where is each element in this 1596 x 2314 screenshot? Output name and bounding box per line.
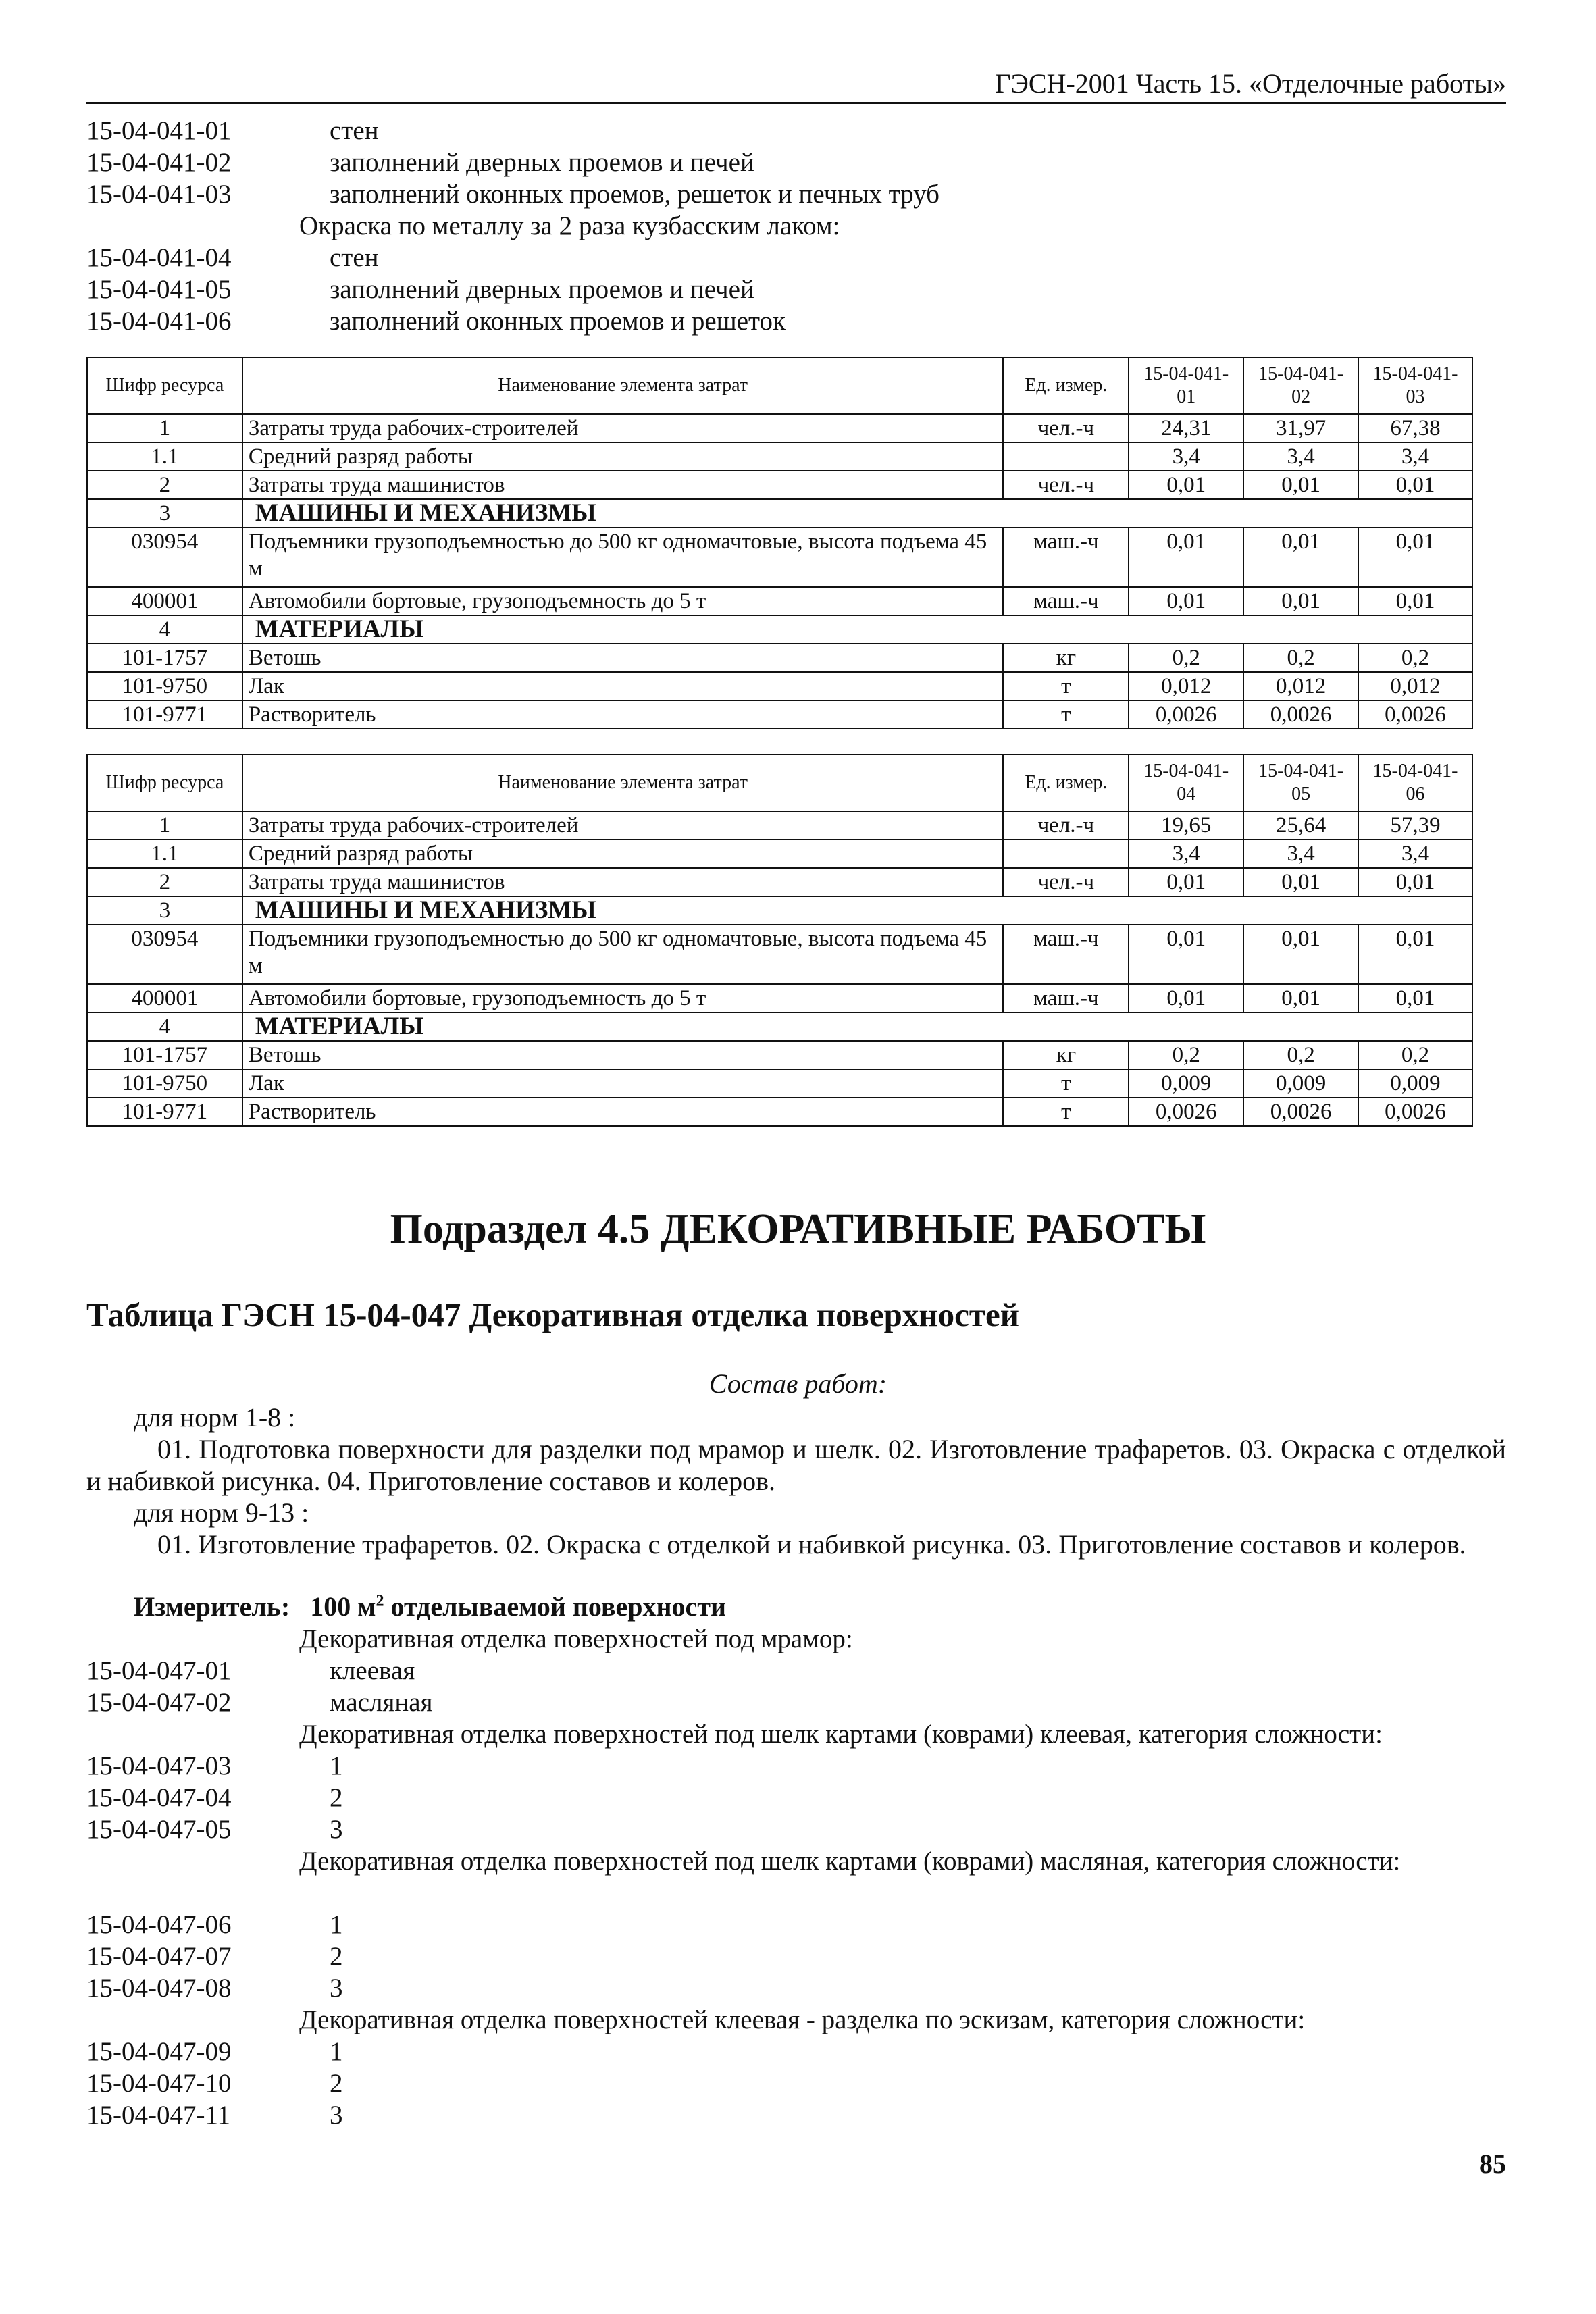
- code-heading-row: [86, 2004, 1506, 2036]
- table-row: [87, 925, 1472, 984]
- code-heading-row: [86, 1718, 1506, 1750]
- cost-element-name: Растворитель: [242, 1098, 1004, 1126]
- value-col-1: 0,01: [1129, 925, 1243, 984]
- header-code: Шифр ресурса: [87, 754, 242, 811]
- value-col-1: 0,0026: [1129, 700, 1243, 729]
- table-row: [87, 984, 1472, 1012]
- value-col-3: 0,009: [1358, 1069, 1472, 1098]
- norm-description: заполнений дверных проемов и печей: [330, 148, 754, 177]
- table-row: [87, 414, 1472, 442]
- table-row: [87, 1069, 1472, 1098]
- norm-code: 15-04-047-03: [86, 1751, 232, 1780]
- norm-description: заполнений дверных проемов и печей: [330, 275, 754, 304]
- norm-code: 15-04-047-11: [86, 2101, 231, 2130]
- norm-description: стен: [330, 243, 379, 272]
- resource-code: 2: [87, 471, 242, 499]
- table-row: [87, 442, 1472, 471]
- table-row: [87, 587, 1472, 615]
- value-col-1: 0,01: [1129, 868, 1243, 896]
- cost-element-name: Затраты труда машинистов: [242, 471, 1004, 499]
- value-col-1: 3,4: [1129, 840, 1243, 868]
- cost-element-name: Средний разряд работы: [242, 442, 1004, 471]
- resource-code: 400001: [87, 984, 242, 1012]
- norm-description: 1: [330, 2037, 343, 2066]
- value-col-2: 0,009: [1243, 1069, 1358, 1098]
- value-col-1: 3,4: [1129, 442, 1243, 471]
- value-col-3: 3,4: [1358, 442, 1472, 471]
- value-col-2: 3,4: [1243, 840, 1358, 868]
- resource-code: 4: [87, 615, 242, 644]
- value-col-2: 0,01: [1243, 925, 1358, 984]
- norm-description: 1: [330, 1751, 343, 1780]
- unit: кг: [1003, 644, 1129, 672]
- norm-description: 3: [330, 2101, 343, 2130]
- norms-range-2: для норм 9-13 :: [134, 1497, 309, 1528]
- code-heading-row: [86, 1623, 1506, 1655]
- value-col-3: 0,01: [1358, 471, 1472, 499]
- unit: маш.-ч: [1003, 984, 1129, 1012]
- header-unit: Ед. измер.: [1003, 357, 1129, 414]
- unit: т: [1003, 1098, 1129, 1126]
- header-code: Шифр ресурса: [87, 357, 242, 414]
- cost-element-name: Подъемники грузоподъемностью до 500 кг одномачтовые, высота подъема 45 м: [242, 925, 1004, 984]
- table-row: [87, 896, 1472, 925]
- table-title: Таблица ГЭСН 15-04-047 Декоративная отделка поверхностей: [86, 1296, 1019, 1333]
- table-row: [87, 499, 1472, 528]
- value-col-2: 0,01: [1243, 984, 1358, 1012]
- norm-description: заполнений оконных проемов и решеток: [330, 307, 786, 336]
- unit: т: [1003, 700, 1129, 729]
- cost-element-name: Средний разряд работы: [242, 840, 1004, 868]
- code-heading-row: [86, 210, 1506, 242]
- resource-code: 030954: [87, 925, 242, 984]
- unit: маш.-ч: [1003, 587, 1129, 615]
- value-col-1: 0,2: [1129, 644, 1243, 672]
- value-col-3: 0,012: [1358, 672, 1472, 700]
- unit: т: [1003, 1069, 1129, 1098]
- value-col-1: 0,0026: [1129, 1098, 1243, 1126]
- code-heading-row: [86, 1845, 1506, 1909]
- value-col-1: 0,009: [1129, 1069, 1243, 1098]
- code-row: [86, 2036, 1506, 2067]
- table-row: [87, 1041, 1472, 1069]
- header-unit: Ед. измер.: [1003, 754, 1129, 811]
- value-col-3: 57,39: [1358, 811, 1472, 840]
- code-row: [86, 274, 1506, 305]
- code-heading: Декоративная отделка поверхностей под шелк картами (коврами) клеевая, категория сложности:: [299, 1720, 1383, 1749]
- bottom-code-list: [86, 1623, 1506, 2131]
- value-col-3: 0,2: [1358, 1041, 1472, 1069]
- page-number: 85: [1479, 2149, 1506, 2179]
- value-col-2: 0,0026: [1243, 1098, 1358, 1126]
- value-col-3: 0,0026: [1358, 700, 1472, 729]
- section-heading: МАШИНЫ И МЕХАНИЗМЫ: [242, 896, 1472, 925]
- code-heading: Декоративная отделка поверхностей под шелк картами (коврами) масляная, категория сложности:: [299, 1847, 1401, 1876]
- resource-table-2: [86, 754, 1473, 1127]
- resource-code: 1: [87, 414, 242, 442]
- code-row: [86, 115, 1506, 147]
- norm-code: 15-04-041-05: [86, 275, 232, 304]
- norm-code: 15-04-047-06: [86, 1910, 232, 1939]
- resource-table-1: [86, 357, 1473, 729]
- table-row: [87, 868, 1472, 896]
- code-row: [86, 1655, 1506, 1687]
- value-col-1: 19,65: [1129, 811, 1243, 840]
- table-row: [87, 1012, 1472, 1041]
- norm-description: заполнений оконных проемов, решеток и печных труб: [330, 180, 939, 209]
- code-row: [86, 305, 1506, 337]
- norm-description: масляная: [330, 1688, 433, 1717]
- value-col-3: 0,01: [1358, 984, 1472, 1012]
- unit: маш.-ч: [1003, 925, 1129, 984]
- code-row: [86, 1750, 1506, 1782]
- unit: чел.-ч: [1003, 471, 1129, 499]
- section-heading: МАШИНЫ И МЕХАНИЗМЫ: [242, 499, 1472, 528]
- resource-code: 1.1: [87, 442, 242, 471]
- value-col-3: 0,0026: [1358, 1098, 1472, 1126]
- norm-description: 2: [330, 1783, 343, 1812]
- resource-code: 030954: [87, 528, 242, 587]
- work-composition-title: Состав работ:: [709, 1368, 887, 1399]
- code-row: [86, 178, 1506, 210]
- measure-sup: 2: [376, 1592, 384, 1610]
- norm-code: 15-04-041-02: [86, 148, 232, 177]
- unit: маш.-ч: [1003, 528, 1129, 587]
- norm-description: 3: [330, 1974, 343, 2003]
- value-col-2: 0,01: [1243, 471, 1358, 499]
- code-row: [86, 2099, 1506, 2131]
- norm-code: 15-04-047-07: [86, 1942, 232, 1971]
- value-col-3: 3,4: [1358, 840, 1472, 868]
- resource-code: 101-9750: [87, 672, 242, 700]
- header-col-1: 15-04-041-01: [1129, 357, 1243, 414]
- unit: т: [1003, 672, 1129, 700]
- table-row: [87, 1098, 1472, 1126]
- value-col-2: 0,0026: [1243, 700, 1358, 729]
- resource-code: 1: [87, 811, 242, 840]
- norms-text-1: 01. Подготовка поверхности для разделки под мрамор и шелк. 02. Изготовление трафаретов. 03. Окраска с отделкой и набивкой рисунка. 04. Приготовление составов и колеров.: [86, 1434, 1506, 1496]
- unit: чел.-ч: [1003, 414, 1129, 442]
- norm-code: 15-04-041-01: [86, 116, 232, 145]
- code-row: [86, 1909, 1506, 1940]
- cost-element-name: Автомобили бортовые, грузоподъемность до 5 т: [242, 984, 1004, 1012]
- norm-description: 1: [330, 1910, 343, 1939]
- header-name: Наименование элемента затрат: [242, 754, 1004, 811]
- norm-code: 15-04-047-04: [86, 1783, 232, 1812]
- norm-code: 15-04-041-03: [86, 180, 232, 209]
- norm-code: 15-04-041-04: [86, 243, 232, 272]
- code-row: [86, 1972, 1506, 2004]
- section-heading: МАТЕРИАЛЫ: [242, 1012, 1472, 1041]
- unit: чел.-ч: [1003, 811, 1129, 840]
- resource-code: 1.1: [87, 840, 242, 868]
- header-name: Наименование элемента затрат: [242, 357, 1004, 414]
- cost-element-name: Растворитель: [242, 700, 1004, 729]
- table-row: [87, 471, 1472, 499]
- table-row: [87, 528, 1472, 587]
- section-heading: МАТЕРИАЛЫ: [242, 615, 1472, 644]
- header-col-3: 15-04-041-03: [1358, 357, 1472, 414]
- resource-code: 101-9750: [87, 1069, 242, 1098]
- value-col-2: 31,97: [1243, 414, 1358, 442]
- cost-element-name: Лак: [242, 1069, 1004, 1098]
- measure-line: [134, 1591, 726, 1622]
- norm-description: 2: [330, 2069, 343, 2098]
- unit: чел.-ч: [1003, 868, 1129, 896]
- value-col-1: 0,01: [1129, 528, 1243, 587]
- value-col-3: 0,01: [1358, 587, 1472, 615]
- value-col-2: 0,2: [1243, 644, 1358, 672]
- header-col-2: 15-04-041-02: [1243, 357, 1358, 414]
- norm-code: 15-04-047-08: [86, 1974, 232, 2003]
- cost-element-name: Затраты труда рабочих-строителей: [242, 414, 1004, 442]
- code-heading: Окраска по металлу за 2 раза кузбасским лаком:: [299, 211, 840, 240]
- value-col-1: 0,01: [1129, 471, 1243, 499]
- cost-element-name: Затраты труда рабочих-строителей: [242, 811, 1004, 840]
- value-col-3: 0,01: [1358, 528, 1472, 587]
- table-row: [87, 840, 1472, 868]
- norm-code: 15-04-047-01: [86, 1656, 232, 1685]
- subsection-title: Подраздел 4.5 ДЕКОРАТИВНЫЕ РАБОТЫ: [390, 1206, 1206, 1252]
- resource-code: 3: [87, 499, 242, 528]
- norm-code: 15-04-047-10: [86, 2069, 232, 2098]
- table-row: [87, 615, 1472, 644]
- page-header: ГЭСН-2001 Часть 15. «Отделочные работы»: [86, 68, 1506, 104]
- cost-element-name: Затраты труда машинистов: [242, 868, 1004, 896]
- value-col-1: 24,31: [1129, 414, 1243, 442]
- code-row: [86, 2067, 1506, 2099]
- resource-code: 2: [87, 868, 242, 896]
- value-col-1: 0,2: [1129, 1041, 1243, 1069]
- resource-code: 101-9771: [87, 700, 242, 729]
- norm-description: 2: [330, 1942, 343, 1971]
- norm-code: 15-04-041-06: [86, 307, 232, 336]
- value-col-2: 0,01: [1243, 868, 1358, 896]
- value-col-2: 3,4: [1243, 442, 1358, 471]
- code-row: [86, 147, 1506, 178]
- code-heading: Декоративная отделка поверхностей под мрамор:: [299, 1624, 853, 1653]
- value-col-1: 0,01: [1129, 984, 1243, 1012]
- code-row: [86, 242, 1506, 274]
- resource-code: 101-1757: [87, 644, 242, 672]
- code-row: [86, 1687, 1506, 1718]
- resource-code: 101-9771: [87, 1098, 242, 1126]
- resource-code: 4: [87, 1012, 242, 1041]
- norm-description: 3: [330, 1815, 343, 1844]
- cost-element-name: Автомобили бортовые, грузоподъемность до 5 т: [242, 587, 1004, 615]
- norm-code: 15-04-047-05: [86, 1815, 232, 1844]
- cost-element-name: Ветошь: [242, 644, 1004, 672]
- resource-code: 101-1757: [87, 1041, 242, 1069]
- resource-code: 3: [87, 896, 242, 925]
- header-col-1: 15-04-041-04: [1129, 754, 1243, 811]
- unit: [1003, 442, 1129, 471]
- norm-code: 15-04-047-02: [86, 1688, 232, 1717]
- norms-range-1: для норм 1-8 :: [134, 1402, 296, 1433]
- value-col-2: 0,012: [1243, 672, 1358, 700]
- header-col-2: 15-04-041-05: [1243, 754, 1358, 811]
- cost-element-name: Ветошь: [242, 1041, 1004, 1069]
- value-col-2: 0,01: [1243, 587, 1358, 615]
- value-col-2: 0,2: [1243, 1041, 1358, 1069]
- table-row: [87, 811, 1472, 840]
- unit: [1003, 840, 1129, 868]
- measure-label: Измеритель:: [134, 1591, 290, 1622]
- value-col-1: 0,012: [1129, 672, 1243, 700]
- value-col-3: 0,01: [1358, 925, 1472, 984]
- measure-value: 100 м: [310, 1591, 376, 1622]
- work-composition: [86, 1402, 1506, 1560]
- value-col-2: 25,64: [1243, 811, 1358, 840]
- code-row: [86, 1782, 1506, 1814]
- norms-text-2: 01. Изготовление трафаретов. 02. Окраска с отделкой и набивкой рисунка. 03. Приготовление составов и колеров.: [157, 1529, 1466, 1560]
- norm-code: 15-04-047-09: [86, 2037, 232, 2066]
- code-row: [86, 1940, 1506, 1972]
- table-row: [87, 700, 1472, 729]
- unit: кг: [1003, 1041, 1129, 1069]
- code-row: [86, 1814, 1506, 1845]
- table-row: [87, 644, 1472, 672]
- norm-description: клеевая: [330, 1656, 415, 1685]
- value-col-3: 0,01: [1358, 868, 1472, 896]
- value-col-1: 0,01: [1129, 587, 1243, 615]
- table-row: [87, 672, 1472, 700]
- cost-element-name: Лак: [242, 672, 1004, 700]
- value-col-3: 67,38: [1358, 414, 1472, 442]
- top-code-list: [86, 115, 1506, 337]
- cost-element-name: Подъемники грузоподъемностью до 500 кг одномачтовые, высота подъема 45 м: [242, 528, 1004, 587]
- resource-code: 400001: [87, 587, 242, 615]
- value-col-2: 0,01: [1243, 528, 1358, 587]
- norm-description: стен: [330, 116, 379, 145]
- measure-rest: отделываемой поверхности: [384, 1591, 727, 1622]
- code-heading: Декоративная отделка поверхностей клеевая - разделка по эскизам, категория сложности:: [299, 2005, 1306, 2034]
- header-col-3: 15-04-041-06: [1358, 754, 1472, 811]
- value-col-3: 0,2: [1358, 644, 1472, 672]
